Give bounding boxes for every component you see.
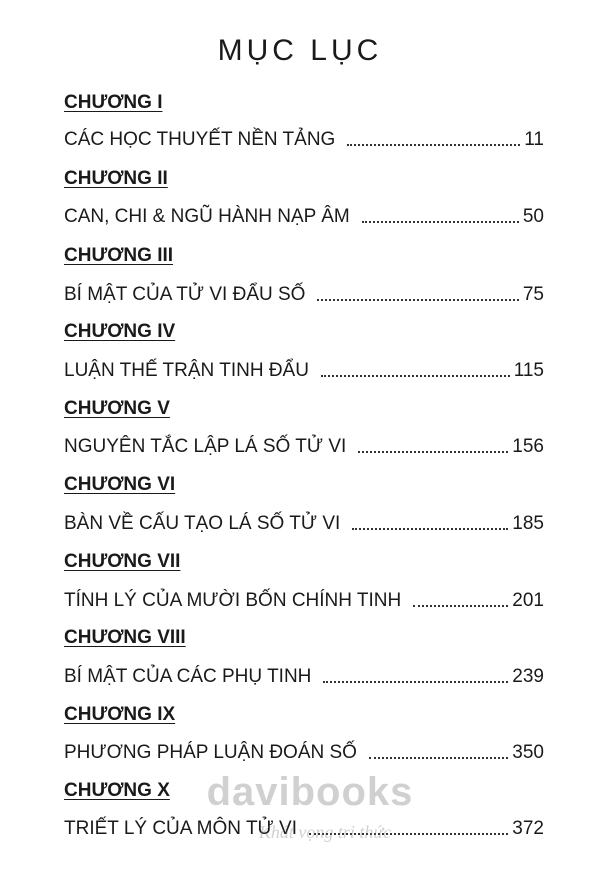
- page-number: 156: [512, 436, 544, 457]
- page-number: 50: [522, 206, 544, 227]
- page-number: 372: [512, 818, 544, 839]
- page-number: 115: [513, 360, 544, 381]
- watermark-brand: davibooks: [206, 770, 414, 814]
- toc-entry[interactable]: [64, 129, 544, 151]
- toc-entry[interactable]: [64, 436, 544, 458]
- dot-leader: [323, 680, 508, 683]
- entry-title: NGUYÊN TẮC LẬP LÁ SỐ TỬ VI: [64, 436, 347, 457]
- chapter-heading: CHƯƠNG X: [64, 780, 170, 801]
- chapter-heading: CHƯƠNG III: [64, 245, 174, 266]
- toc-entry[interactable]: [64, 360, 544, 382]
- toc-entry[interactable]: [64, 206, 544, 228]
- chapter-heading: CHƯƠNG VIII: [64, 627, 186, 648]
- chapter-heading: CHƯƠNG IX: [64, 704, 176, 725]
- dot-leader: [317, 298, 518, 301]
- page-number: 201: [512, 590, 544, 611]
- watermark-tagline: Khát vọng tri thức: [258, 822, 392, 842]
- entry-title: LUẬN THẾ TRẬN TINH ĐẨU: [64, 360, 309, 381]
- entry-title: BÍ MẬT CỦA CÁC PHỤ TINH: [64, 666, 312, 687]
- chapter-heading: CHƯƠNG I: [64, 92, 163, 113]
- toc-entry[interactable]: [64, 513, 544, 535]
- page-number: 239: [512, 666, 544, 687]
- entry-title: BÀN VỀ CẤU TẠO LÁ SỐ TỬ VI: [64, 513, 341, 534]
- entry-title: TRIẾT LÝ CỦA MÔN TỬ VI: [64, 818, 298, 839]
- chapter-heading: CHƯƠNG II: [64, 168, 168, 189]
- dot-leader: [362, 220, 519, 223]
- entry-title: CAN, CHI & NGŨ HÀNH NẠP ÂM: [64, 206, 350, 227]
- dot-leader: [413, 604, 508, 607]
- chapter-heading: CHƯƠNG IV: [64, 321, 176, 342]
- entry-title: CÁC HỌC THUYẾT NỀN TẢNG: [64, 129, 336, 150]
- chapter-heading: CHƯƠNG V: [64, 398, 170, 419]
- toc-entry[interactable]: [64, 666, 544, 688]
- toc-entry[interactable]: [64, 284, 544, 306]
- entry-title: BÍ MẬT CỦA TỬ VI ĐẨU SỐ: [64, 284, 306, 305]
- page-number: 185: [512, 513, 544, 534]
- dot-leader: [369, 756, 508, 759]
- entry-title: TÍNH LÝ CỦA MƯỜI BỐN CHÍNH TINH: [64, 590, 402, 611]
- chapter-heading: CHƯƠNG VI: [64, 474, 176, 495]
- page-number: 350: [512, 742, 544, 763]
- page-title: MỤC LỤC: [217, 34, 383, 67]
- chapter-heading: CHƯƠNG VII: [64, 551, 181, 572]
- entry-title: PHƯƠNG PHÁP LUẬN ĐOÁN SỐ: [64, 742, 357, 763]
- dot-leader: [321, 374, 510, 377]
- dot-leader: [352, 527, 508, 530]
- dot-leader: [309, 832, 508, 835]
- dot-leader: [358, 450, 508, 453]
- page-number: 11: [524, 129, 544, 150]
- toc-entry[interactable]: [64, 590, 544, 612]
- page-number: 75: [522, 284, 544, 305]
- toc-entry[interactable]: [64, 818, 544, 840]
- dot-leader: [347, 143, 520, 146]
- toc-entry[interactable]: [64, 742, 544, 764]
